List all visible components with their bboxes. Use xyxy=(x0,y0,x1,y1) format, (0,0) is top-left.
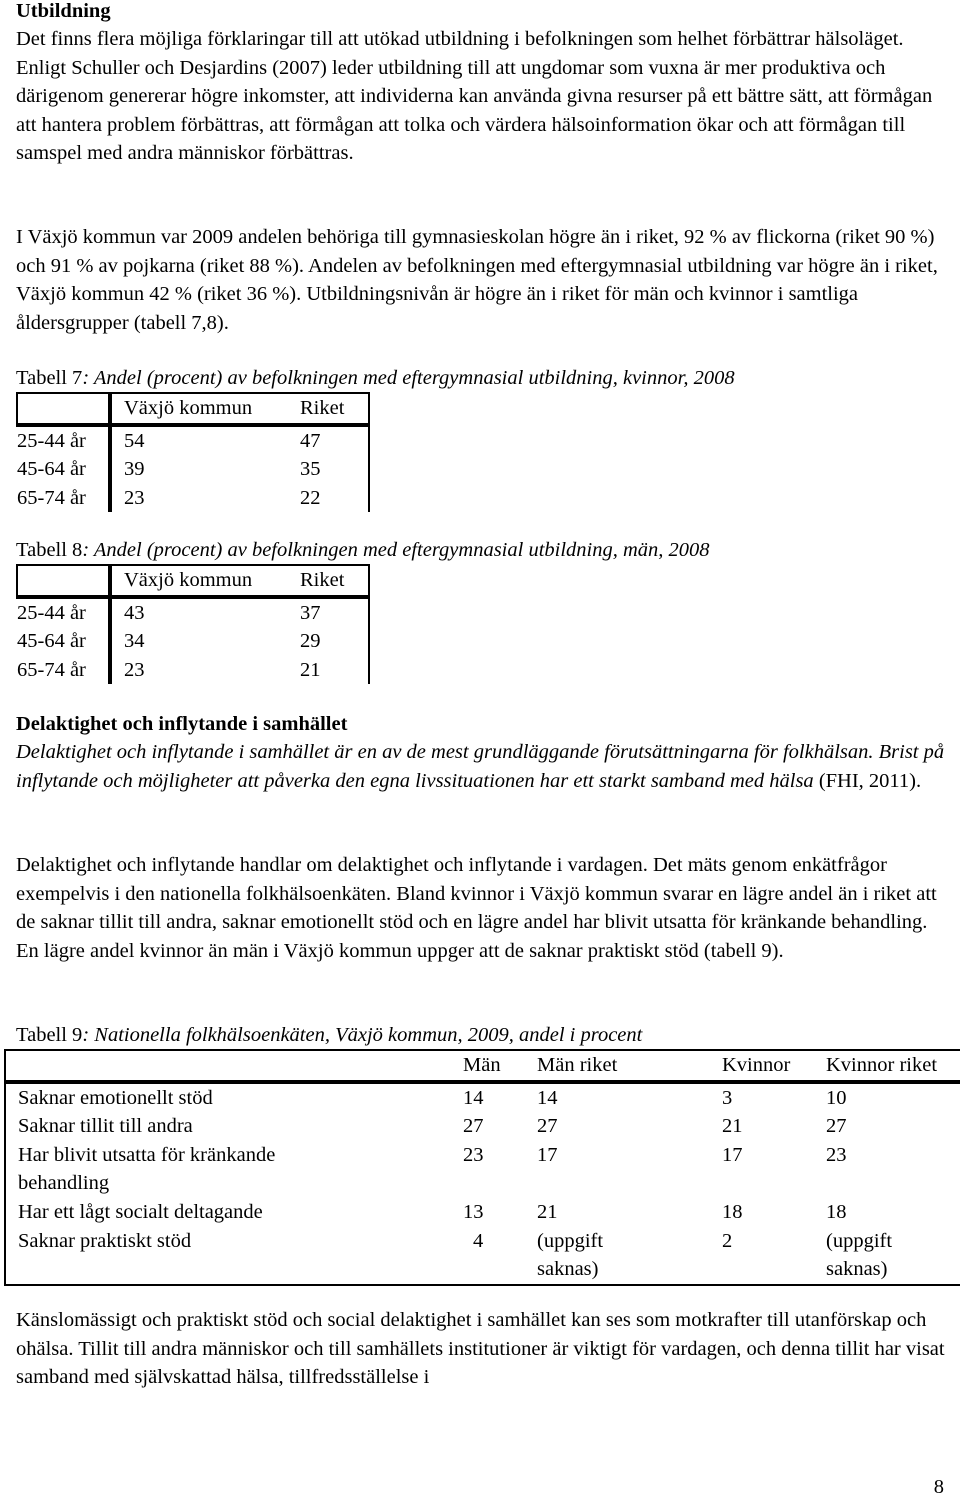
table-cell: 23 xyxy=(124,486,145,509)
table8-header-row xyxy=(17,565,369,597)
table9 xyxy=(4,1049,960,1286)
table-cell: 21 xyxy=(537,1200,558,1223)
paragraph-delaktighet-1-ref: (FHI, 2011). xyxy=(813,769,922,792)
table9-header-cell: Män xyxy=(446,1050,519,1082)
table-cell: 21 xyxy=(300,656,369,685)
table-row xyxy=(17,597,369,628)
table-cell: 25-44 år xyxy=(17,597,110,628)
table-cell: 23 xyxy=(124,658,145,681)
table-cell: 45-64 år xyxy=(17,627,110,656)
table-cell: 13 xyxy=(463,1200,484,1223)
table-cell: 18 xyxy=(722,1200,743,1223)
table-cell: 23 xyxy=(808,1141,960,1198)
section-heading-delaktighet: Delaktighet och inflytande i samhället xyxy=(16,713,348,735)
table-row xyxy=(17,656,369,685)
section-heading-utbildning: Utbildning xyxy=(16,0,111,22)
table-cell: 21 xyxy=(722,1115,743,1138)
table7-caption-text: : Andel (procent) av befolkningen med eftergymnasial utbildning, kvinnor, 2008 xyxy=(82,367,735,389)
table-row xyxy=(5,1227,960,1285)
table8 xyxy=(16,564,370,684)
table8-caption xyxy=(16,536,952,565)
table-cell: 65-74 år xyxy=(17,484,110,513)
table8-header-cell xyxy=(17,565,110,597)
table-cell: 10 xyxy=(808,1082,960,1113)
table-cell: 37 xyxy=(300,597,369,628)
table-cell: 27 xyxy=(463,1115,484,1138)
table-cell: 17 xyxy=(537,1143,558,1166)
table-cell: 34 xyxy=(124,630,145,653)
table7-header-row xyxy=(17,393,369,425)
table7-header-cell: Riket xyxy=(300,393,369,425)
table-cell: 27 xyxy=(537,1115,558,1138)
table-row xyxy=(17,455,369,484)
table7-header-cell xyxy=(17,393,110,425)
table-cell: Saknar praktiskt stöd xyxy=(5,1227,446,1285)
table-cell: 22 xyxy=(300,484,369,513)
table-row xyxy=(17,627,369,656)
table-cell: 47 xyxy=(300,425,369,456)
table-cell: 4 xyxy=(446,1227,519,1285)
table-cell: Har blivit utsatta för kränkande behandling xyxy=(5,1141,446,1198)
table7-caption xyxy=(16,364,952,393)
table-cell: 2 xyxy=(705,1227,808,1285)
table-row xyxy=(5,1082,960,1113)
table7-header-cell: Växjö kommun xyxy=(110,393,300,425)
table-cell: 65-74 år xyxy=(17,656,110,685)
table-cell: (uppgift saknas) xyxy=(519,1227,705,1285)
table-cell: 45-64 år xyxy=(17,455,110,484)
table9-caption xyxy=(16,1021,952,1050)
table-cell: 3 xyxy=(722,1086,733,1109)
table-cell: (uppgift saknas) xyxy=(808,1227,960,1285)
table-cell: 18 xyxy=(808,1198,960,1227)
table9-header-cell: Kvinnor xyxy=(705,1050,808,1082)
table-cell: Saknar tillit till andra xyxy=(5,1112,446,1141)
table9-header-cell: Kvinnor riket xyxy=(808,1050,960,1082)
table9-header-row xyxy=(5,1050,960,1082)
table-cell: 39 xyxy=(124,458,145,481)
table-cell: 27 xyxy=(808,1112,960,1141)
table8-header-cell: Växjö kommun xyxy=(110,565,300,597)
table9-header-cell xyxy=(5,1050,446,1082)
table-cell: Har ett lågt socialt deltagande xyxy=(5,1198,446,1227)
table8-caption-prefix: Tabell 8 xyxy=(16,539,83,561)
table-cell: 43 xyxy=(124,601,145,624)
page-number: 8 xyxy=(933,1476,944,1498)
table-cell: 23 xyxy=(463,1143,484,1166)
paragraph-utbildning-1: Det finns flera möjliga förklaringar till att utökad utbildning i befolkningen som helhet förbättrar hälsoläget. Enligt Schuller och Desjardins (2007) leder utbildning till att ungdomar som vuxna är mer produktiva och därigenom genererar högre inkomster, att individerna kan använda givna resurser på ett bättre sätt, att förmågan att hantera problem förbättras, att förmågan att tolka och värdera hälsoinformation ökar och att förmågan till samspel med andra människor förbättras. xyxy=(16,28,933,165)
table-cell: 25-44 år xyxy=(17,425,110,456)
table7-caption-prefix: Tabell 7 xyxy=(16,367,83,389)
table-row xyxy=(17,484,369,513)
paragraph-delaktighet-2: Delaktighet och inflytande handlar om delaktighet och inflytande i vardagen. Det mäts genom enkätfrågor exempelvis i den nationella folkhälsoenkäten. Bland kvinnor i Växjö kommun svarar en lägre andel än i riket att de saknar tillit till andra, saknar emotionellt stöd och en lägre andel har blivit utsatta för kränkande behandling. En lägre andel kvinnor än män i Växjö kommun uppger att de saknar praktiskt stöd (tabell 9). xyxy=(16,854,937,962)
table-cell: 14 xyxy=(537,1086,558,1109)
table-cell: 29 xyxy=(300,627,369,656)
table9-caption-prefix: Tabell 9 xyxy=(16,1024,83,1046)
paragraph-delaktighet-1 xyxy=(16,738,952,795)
table7 xyxy=(16,392,370,512)
paragraph-utbildning-2: I Växjö kommun var 2009 andelen behöriga till gymnasieskolan högre än i riket, 92 % av flickorna (riket 90 %) och 91 % av pojkarna (riket 88 %). Andelen av befolkningen med eftergymnasial utbildning var högre än i riket, Växjö kommun 42 % (riket 36 %). Utbildningsnivån är högre än i riket för män och kvinnor i samtliga åldersgrupper (tabell 7,8). xyxy=(16,226,938,334)
table-cell: 54 xyxy=(124,429,145,452)
paragraph-stod: Känslomässigt och praktiskt stöd och social delaktighet i samhället kan ses som motkrafter till utanförskap och ohälsa. Tillit till andra människor och till samhällets institutioner är viktigt för vardagen, och denna tillit har visat samband med självskattad hälsa, tillfredsställelse i xyxy=(16,1309,945,1389)
table-cell: 17 xyxy=(722,1143,743,1166)
table-row xyxy=(5,1141,960,1198)
table8-caption-text: : Andel (procent) av befolkningen med eftergymnasial utbildning, män, 2008 xyxy=(82,539,710,561)
table8-header-cell: Riket xyxy=(300,565,369,597)
paragraph-delaktighet-1-italic: Delaktighet och inflytande i samhället är en av de mest grundläggande förutsättningarna för folkhälsan. Brist på inflytande och möjligheter att påverka den egna livssituationen har ett starkt samband med hälsa xyxy=(16,741,945,792)
table9-header-cell: Män riket xyxy=(519,1050,705,1082)
table-row xyxy=(5,1112,960,1141)
table-cell: 14 xyxy=(463,1086,484,1109)
table-cell: Saknar emotionellt stöd xyxy=(5,1082,446,1113)
table-cell: 35 xyxy=(300,455,369,484)
table-row xyxy=(5,1198,960,1227)
table9-caption-text: : Nationella folkhälsoenkäten, Växjö kommun, 2009, andel i procent xyxy=(82,1024,643,1046)
table-row xyxy=(17,425,369,456)
